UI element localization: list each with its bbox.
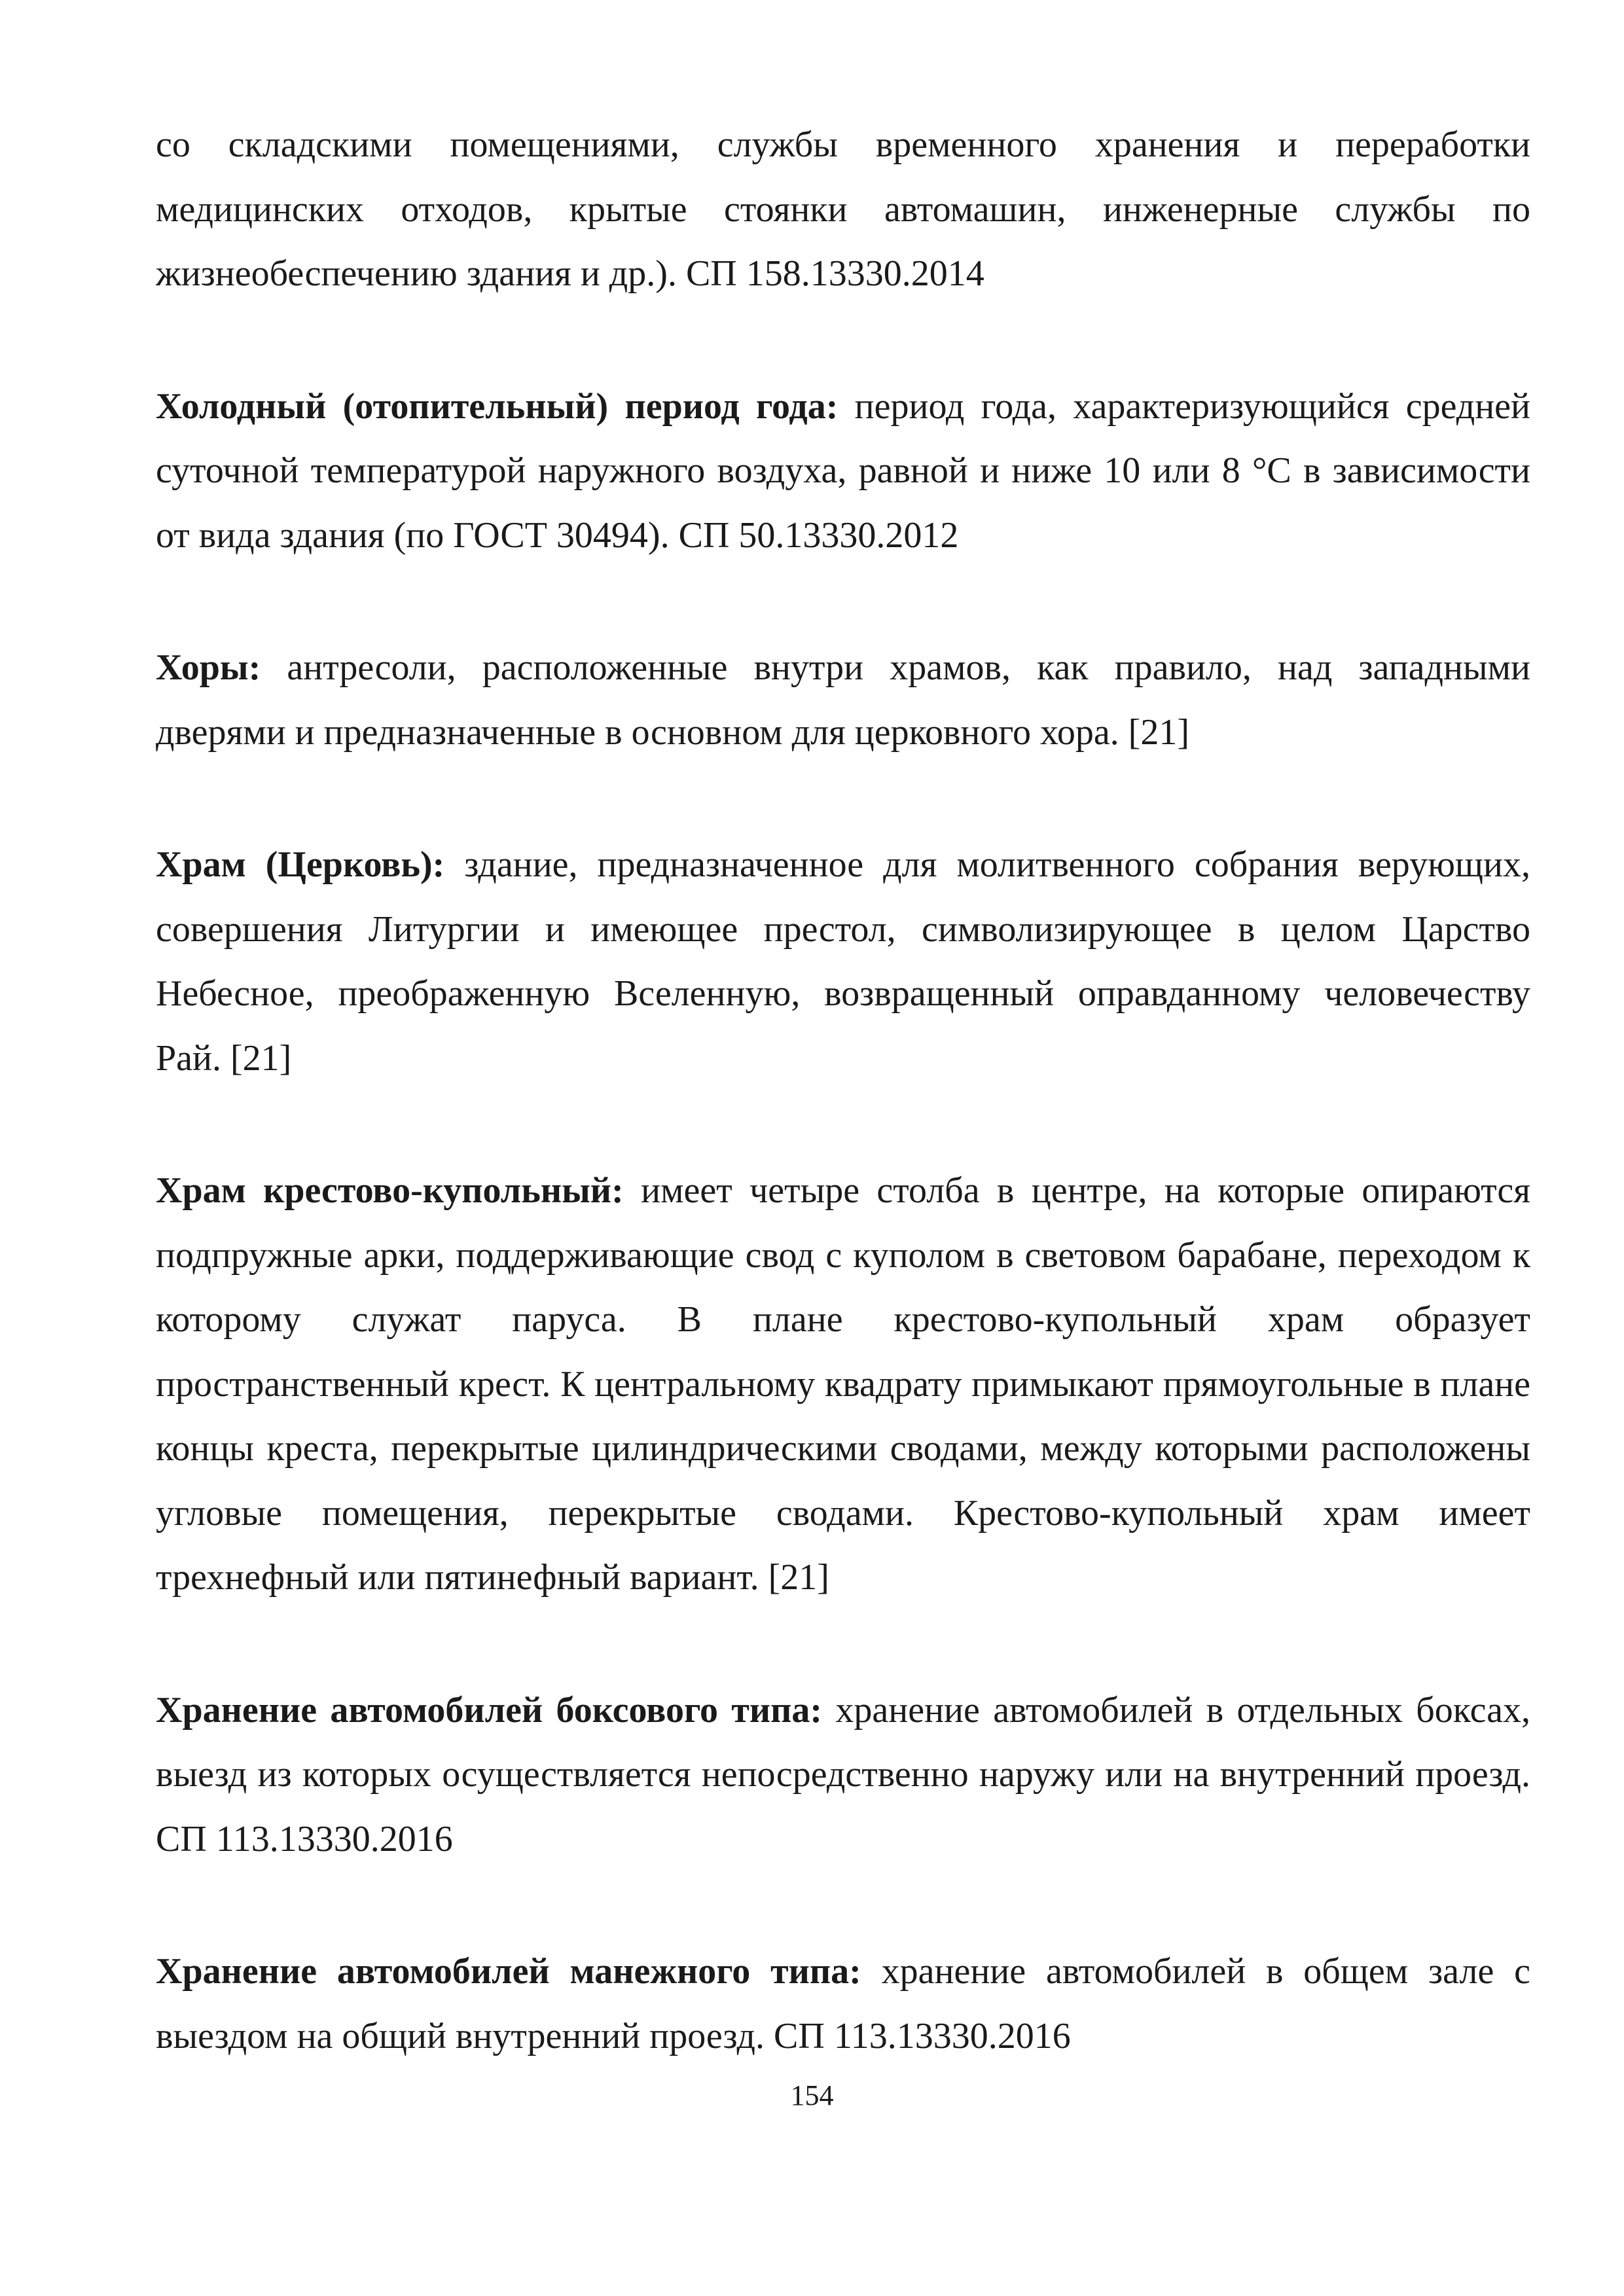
definition-choirs [156, 636, 1530, 764]
term-heading: Хранение автомобилей боксового типа: [156, 1689, 823, 1731]
definition-text: период года, характеризующийся средней суточной температурой наружного воздуха, равной и ниже 10 или 8 °С в зависимости от вида здания (по ГОСТ 30494). СП 50.13330.2012 [156, 386, 1530, 556]
definition-text: антресоли, расположенные внутри храмов, как правило, над западными дверями и предназначенные в основном для церковного хора. [21] [156, 647, 1530, 753]
document-page [156, 113, 1530, 2136]
definition-cross-domed-temple [156, 1158, 1530, 1610]
term-heading: Холодный (отопительный) период года: [156, 386, 839, 427]
term-heading: Хранение автомобилей манежного типа: [156, 1951, 861, 1992]
definition-temple [156, 833, 1530, 1090]
definition-text: хранение автомобилей в отдельных боксах, выезд из которых осуществляется непосредственно наружу или на внутренний проезд. СП 113.13330.2016 [156, 1689, 1530, 1859]
definition-text: хранение автомобилей в общем зале с выездом на общий внутренний проезд. СП 113.13330.2016 [156, 1951, 1530, 2056]
definition-cold-period [156, 374, 1530, 568]
paragraph-continuation [156, 113, 1530, 306]
term-heading: Храм крестово-купольный: [156, 1170, 624, 1211]
page-number: 154 [790, 2079, 834, 2111]
term-heading: Храм (Церковь): [156, 844, 445, 885]
definition-hall-parking [156, 1939, 1530, 2068]
definition-text: имеет четыре столба в центре, на которые опираются подпружные арки, поддерживающие свод с куполом в световом барабане, переходом к которому служат паруса. В плане крестово-купольный храм образует пространственный крест. К центральному квадрату примыкают прямоугольные в плане концы креста, перекрытые цилиндрическими сводами, между которыми расположены угловые помещения, перекрытые сводами. Крестово-купольный храм имеет трехнефный или пятинефный вариант. [21] [156, 1170, 1530, 1598]
definition-text: здание, предназначенное для молитвенного собрания верующих, совершения Литургии и имеющее престол, символизирующее в целом Царство Небесное, преображенную Вселенную, возвращенный оправданному человечеству Рай. [21] [156, 844, 1530, 1079]
term-heading: Хоры: [156, 647, 261, 688]
paragraph-text: со складскими помещениями, службы временного хранения и переработки медицинских отходов, крытые стоянки автомашин, инженерные службы по жизнеобеспечению здания и др.). СП 158.13330.2014 [156, 124, 1530, 294]
definition-box-parking [156, 1678, 1530, 1872]
